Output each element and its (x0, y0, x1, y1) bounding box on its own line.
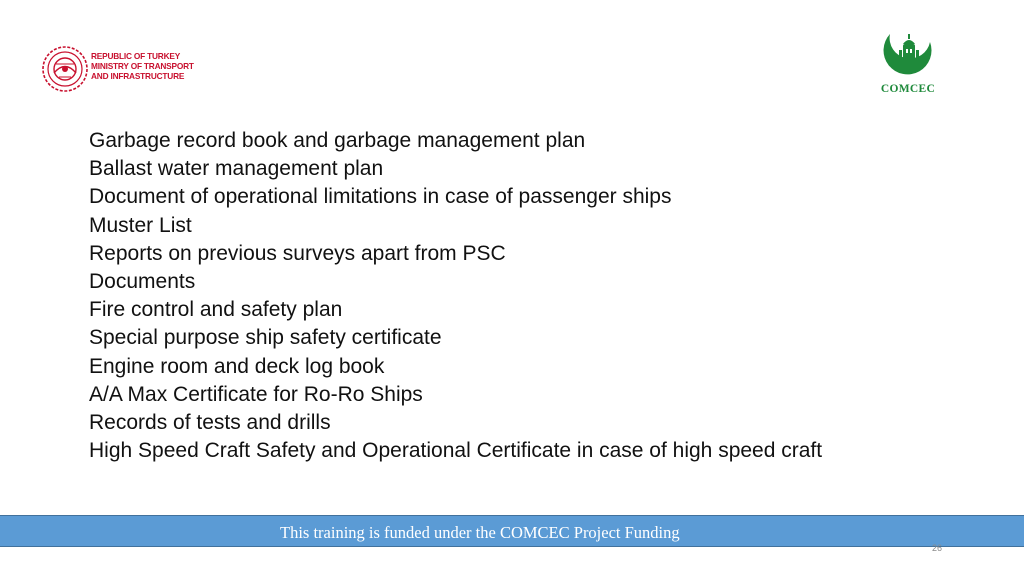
ministry-logo (40, 40, 200, 100)
ministry-emblem-icon (40, 40, 90, 98)
list-item: Garbage record book and garbage management plan (89, 129, 586, 152)
comcec-name: COMCEC (880, 83, 936, 95)
list-item: High Speed Craft Safety and Operational Certificate in case of high speed craft (89, 439, 823, 463)
footer-bar (0, 515, 1024, 547)
ministry-line-3: AND INFRASTRUCTURE (91, 71, 185, 81)
list-item: Reports on previous surveys apart from PSC (89, 241, 506, 265)
ministry-name (91, 51, 194, 81)
list-item: Muster List (89, 213, 192, 237)
ministry-line-2: MINISTRY OF TRANSPORT (91, 61, 194, 71)
page-number: 26 (932, 543, 943, 553)
list-item: Engine room and deck log book (89, 354, 385, 378)
list-item: Special purpose ship safety certificate (89, 326, 442, 350)
ministry-line-1: REPUBLIC OF TURKEY (91, 51, 181, 61)
list-item: Ballast water management plan (89, 157, 384, 181)
list-item: Documents (89, 270, 196, 294)
list-item: Fire control and safety plan (89, 298, 343, 322)
list-item: A/A Max Certificate for Ro-Ro Ships (89, 382, 423, 406)
list-item: Records of tests and drills (89, 411, 331, 435)
comcec-emblem-icon (868, 28, 948, 84)
funding-text: This training is funded under the COMCEC Project Funding (280, 523, 680, 542)
list-item: Document of operational limitations in case of passenger ships (89, 185, 672, 209)
comcec-logo (868, 28, 948, 103)
document-list (89, 127, 822, 465)
